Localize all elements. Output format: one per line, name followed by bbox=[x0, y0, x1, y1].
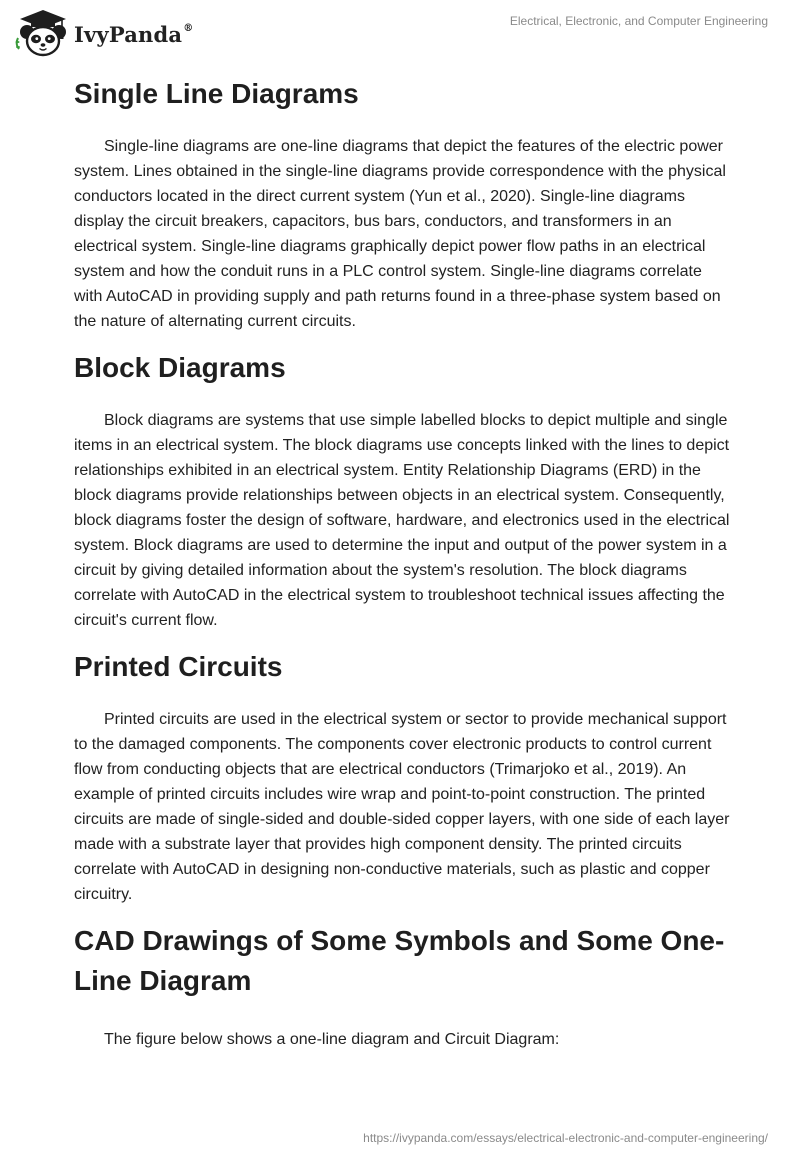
section-paragraph: Block diagrams are systems that use simple labelled blocks to depict multiple and single items in an electrical system. The block diagrams use concepts linked with the lines to depict relationships exhibited in an electrical system. Entity Relationship Diagrams (ERD) in the block diagrams provide relationships between objects in an electrical system. Consequently, block diagrams foster the design of software, hardware, and electronics used in the electrical system. Block diagrams are used to determine the input and output of the power system in a circuit by giving detailed information about the system's resolution. The block diagrams correlate with AutoCAD in the electrical system to troubleshoot technical issues affecting the circuit's current flow. bbox=[74, 412, 730, 629]
section-block-diagrams bbox=[74, 348, 730, 633]
brand-name: IvyPanda® bbox=[74, 21, 194, 47]
ivypanda-logo[interactable] bbox=[14, 8, 193, 58]
essay-content bbox=[74, 72, 730, 1052]
section-heading: Single Line Diagrams bbox=[74, 78, 359, 109]
section-paragraph: Single-line diagrams are one-line diagrams that depict the features of the electric power system. Lines obtained in the single-line diagrams provide correspondence with the physical conductors located in the direct current system (Yun et al., 2020). Single-line diagrams display the circuit breakers, capacitors, bus bars, conductors, and transformers in an electrical system. Single-line diagrams graphically depict power flow paths in an electrical system and how the conduit runs in a PLC control system. Single-line diagrams correlate with AutoCAD in providing supply and path returns found in a three-phase system based on the nature of alternating current circuits. bbox=[74, 138, 726, 330]
panda-graduate-icon bbox=[14, 8, 72, 58]
section-heading: Printed Circuits bbox=[74, 651, 283, 682]
section-paragraph: The figure below shows a one-line diagram and Circuit Diagram: bbox=[104, 1031, 560, 1048]
section-heading: CAD Drawings of Some Symbols and Some One-Line Diagram bbox=[74, 925, 725, 996]
source-url[interactable]: https://ivypanda.com/essays/electrical-electronic-and-computer-engineering/ bbox=[363, 1131, 768, 1145]
section-printed-circuits bbox=[74, 647, 730, 907]
page-header bbox=[0, 0, 800, 60]
section-heading: Block Diagrams bbox=[74, 352, 286, 383]
category-label: Electrical, Electronic, and Computer Engineering bbox=[509, 14, 768, 28]
section-paragraph: Printed circuits are used in the electrical system or sector to provide mechanical support to the damaged components. The components cover electronic products to control current flow from conducting objects that are electrical conductors (Trimarjoko et al., 2019). An example of printed circuits includes wire wrap and point-to-point construction. The printed circuits are made of single-sided and double-sided copper layers, with one side of each layer made with a substrate layer that provides high component density. The printed circuits correlate with AutoCAD in designing non-conductive materials, such as plastic and copper circuitry. bbox=[74, 711, 730, 903]
section-cad-drawings bbox=[74, 921, 730, 1052]
section-single-line-diagrams bbox=[74, 74, 730, 334]
